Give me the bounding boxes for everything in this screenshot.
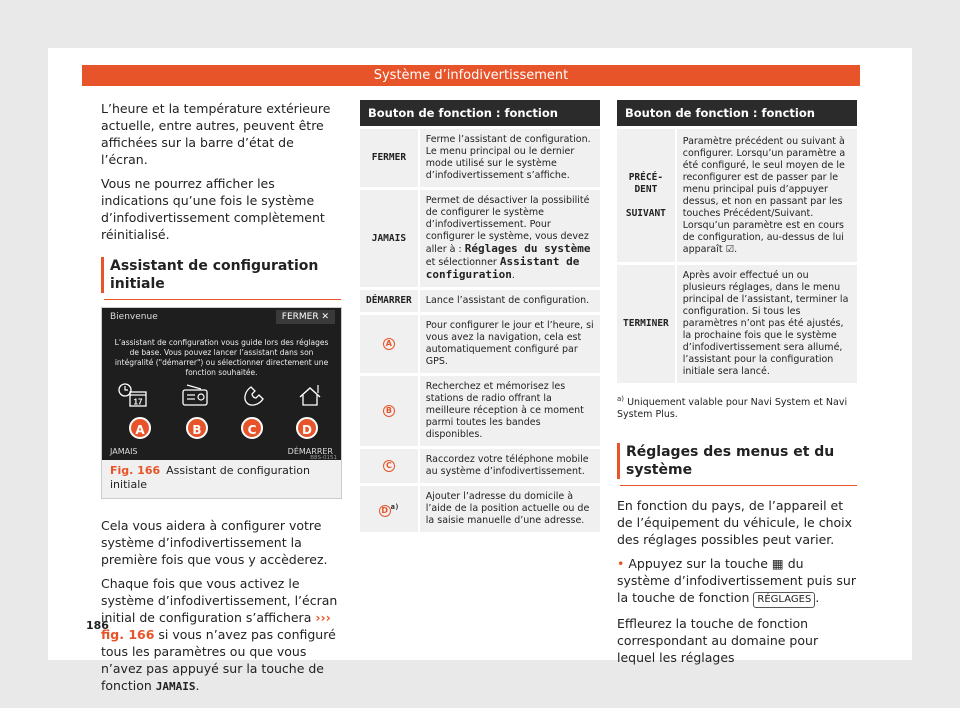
body-paragraph-3: Cela vous aidera à configurer votre système d’infodivertissement la première fois que vous y accèderez. — [101, 518, 328, 567]
screen-text: L’assistant de configuration vous guide lors des réglages de base. Vous pouvez lancer l’assistant dans son intégralité ("démarrer") ou sélectionner directement une fonction souhaitée. — [114, 338, 329, 377]
desc-cell: Paramètre précédent ou suivant à configurer. Lorsqu’un paramètre a été configuré, le seul moyen de le reconfigurer est de passer par le menu principal puis d’appuyer dessus, et non en passant par les touches Précédent/Suivant. Lorsqu’un paramètre est en cours de configuration, au-dessus de lui apparaît ☑. — [676, 128, 857, 264]
key-cell: FERMER — [360, 128, 419, 189]
column-right — [617, 100, 857, 673]
clock-calendar-icon — [118, 383, 152, 407]
table-row — [360, 314, 600, 375]
key-previous: PRÉCÉDENT — [628, 171, 664, 195]
footnote-mark: a) — [617, 395, 625, 403]
menu-path: Assistant de configuration — [425, 255, 580, 281]
menu-path: Réglages du système — [464, 242, 591, 255]
page-number: 186 — [86, 619, 109, 632]
figure-reference-link[interactable]: ››› fig. 166 — [101, 610, 331, 642]
figure-166 — [101, 307, 342, 499]
table-row — [360, 128, 600, 189]
desc-cell — [419, 189, 600, 289]
settings-paragraph-3: Effleurez la touche de fonction correspondant au domaine pour lequel les réglages — [617, 616, 819, 666]
desc-cell: Raccordez votre téléphone mobile au système d’infodivertissement. — [419, 448, 600, 485]
calendar-day: 17 — [133, 397, 143, 407]
table-row — [360, 485, 600, 533]
table-header: Bouton de fonction : fonction — [617, 100, 857, 128]
intro-paragraph-1: L’heure et la température extérieure actuelle, entre autres, peuvent être affichées sur la barre d’état de l’écran. — [101, 101, 331, 167]
text-span: Appuyez sur la touche — [624, 556, 772, 572]
text-span: du système d’infodivertissement puis sur la touche de fonction — [617, 556, 856, 606]
menu-grid-icon: ▦ — [771, 556, 784, 572]
settings-paragraph-1: En fonction du pays, de l’appareil et de l’équipement du véhicule, le choix des réglages possibles peut varier. — [617, 498, 853, 548]
column-left — [101, 100, 341, 702]
table-row — [617, 128, 857, 264]
desc-cell: Ajouter l’adresse du domicile à l’aide de la position actuelle ou de la saisie manuelle d’une adresse. — [419, 485, 600, 533]
key-cell — [360, 314, 419, 375]
text-span: et sélectionner — [425, 257, 500, 268]
function-key-jamais: JAMAIS — [155, 680, 196, 693]
key-cell: TERMINER — [617, 264, 676, 384]
table-row — [360, 289, 600, 314]
phone-icon — [237, 383, 271, 407]
footnote-mark: a) — [390, 502, 400, 511]
screen-start-button: DÉMARRER — [287, 447, 333, 456]
marker-d: D — [296, 417, 318, 439]
table-row — [617, 264, 857, 384]
text-span: si vous n’avez pas configuré tous les paramètres ou que vous n’avez pas appuyé sur la touche de fonction — [101, 627, 336, 693]
body-paragraph-4 — [101, 575, 341, 695]
figure-caption — [102, 460, 341, 498]
radio-icon — [179, 383, 213, 407]
footnote — [617, 393, 857, 421]
settings-paragraph-2 — [617, 555, 857, 608]
key-cell — [360, 485, 419, 533]
desc-cell: Ferme l’assistant de configuration. Le menu principal ou le dernier mode utilisé sur le système d’infodivertissement s’affiche. — [419, 128, 600, 189]
figure-code: B8S-0151 — [310, 455, 337, 460]
screen-title: Bienvenue — [110, 312, 158, 322]
intro-paragraph-2: Vous ne pourrez afficher les indications qu’une fois le système d’infodivertissement complètement réinitialisé. — [101, 176, 325, 242]
marker-b: B — [186, 417, 208, 439]
function-table-1 — [360, 100, 600, 532]
text-span: . — [815, 590, 820, 606]
chapter-header: Système d’infodivertissement — [82, 65, 860, 86]
badge-b: B — [383, 405, 395, 417]
bullet-icon: • — [617, 556, 625, 572]
table-row — [360, 375, 600, 448]
text-span: Permet de désactiver la possibilité de configurer le système d’infodivertissement. Pour configurer le système, vous devez aller à : — [425, 195, 590, 255]
key-cell: JAMAIS — [360, 189, 419, 289]
badge-c: C — [383, 460, 395, 472]
screen-illustration — [102, 308, 341, 460]
desc-cell: Pour configurer le jour et l’heure, si vous avez la navigation, cela est automatiquement configuré par GPS. — [419, 314, 600, 375]
figure-number: Fig. 166 — [110, 464, 161, 477]
footnote-text: Uniquement valable pour Navi System et Navi System Plus. — [617, 397, 848, 421]
home-pin-icon — [294, 383, 328, 407]
section-title-menu-settings: Réglages des menus et du système — [617, 443, 857, 479]
desc-cell: Lance l’assistant de configuration. — [419, 289, 600, 314]
desc-cell: Recherchez et mémorisez les stations de radio offrant la meilleure réception à ce moment parmi toutes les bandes disponibles. — [419, 375, 600, 448]
function-table-2 — [617, 100, 857, 383]
key-cell — [360, 448, 419, 485]
badge-a: A — [383, 338, 395, 350]
marker-a: A — [129, 417, 151, 439]
text-span: . — [195, 678, 200, 693]
table-row — [360, 448, 600, 485]
table-row — [360, 189, 600, 289]
screen-icon-row — [112, 383, 331, 411]
key-cell — [617, 128, 676, 264]
section-title-setup-assistant: Assistant de configuration initiale — [101, 257, 341, 293]
screen-close-button: FERMER ✕ — [276, 310, 335, 324]
text-span: . — [511, 270, 515, 281]
screen-never-button: JAMAIS — [110, 447, 138, 456]
figure-caption-text: Assistant de configuration initiale — [110, 464, 310, 491]
badge-d: D — [379, 505, 391, 517]
column-middle — [360, 100, 600, 532]
desc-cell: Après avoir effectué un ou plusieurs réglages, dans le menu principal de l’assistant, terminer la configuration. Si tous les paramètres n’ont pas été ajustés, la prochaine fois que le système d’infodivertissement sera allumé, l’assistant pour la configuration initiale sera lancé. — [676, 264, 857, 384]
text-span: Chaque fois que vous activez le système d’infodivertissement, l’écran initial de configuration s’affichera — [101, 576, 338, 625]
key-cell: DÉMARRER — [360, 289, 419, 314]
marker-c: C — [241, 417, 263, 439]
settings-button-label: RÉGLAGES — [753, 592, 815, 608]
table-header: Bouton de fonction : fonction — [360, 100, 600, 128]
key-cell — [360, 375, 419, 448]
key-next: SUIVANT — [625, 207, 666, 219]
